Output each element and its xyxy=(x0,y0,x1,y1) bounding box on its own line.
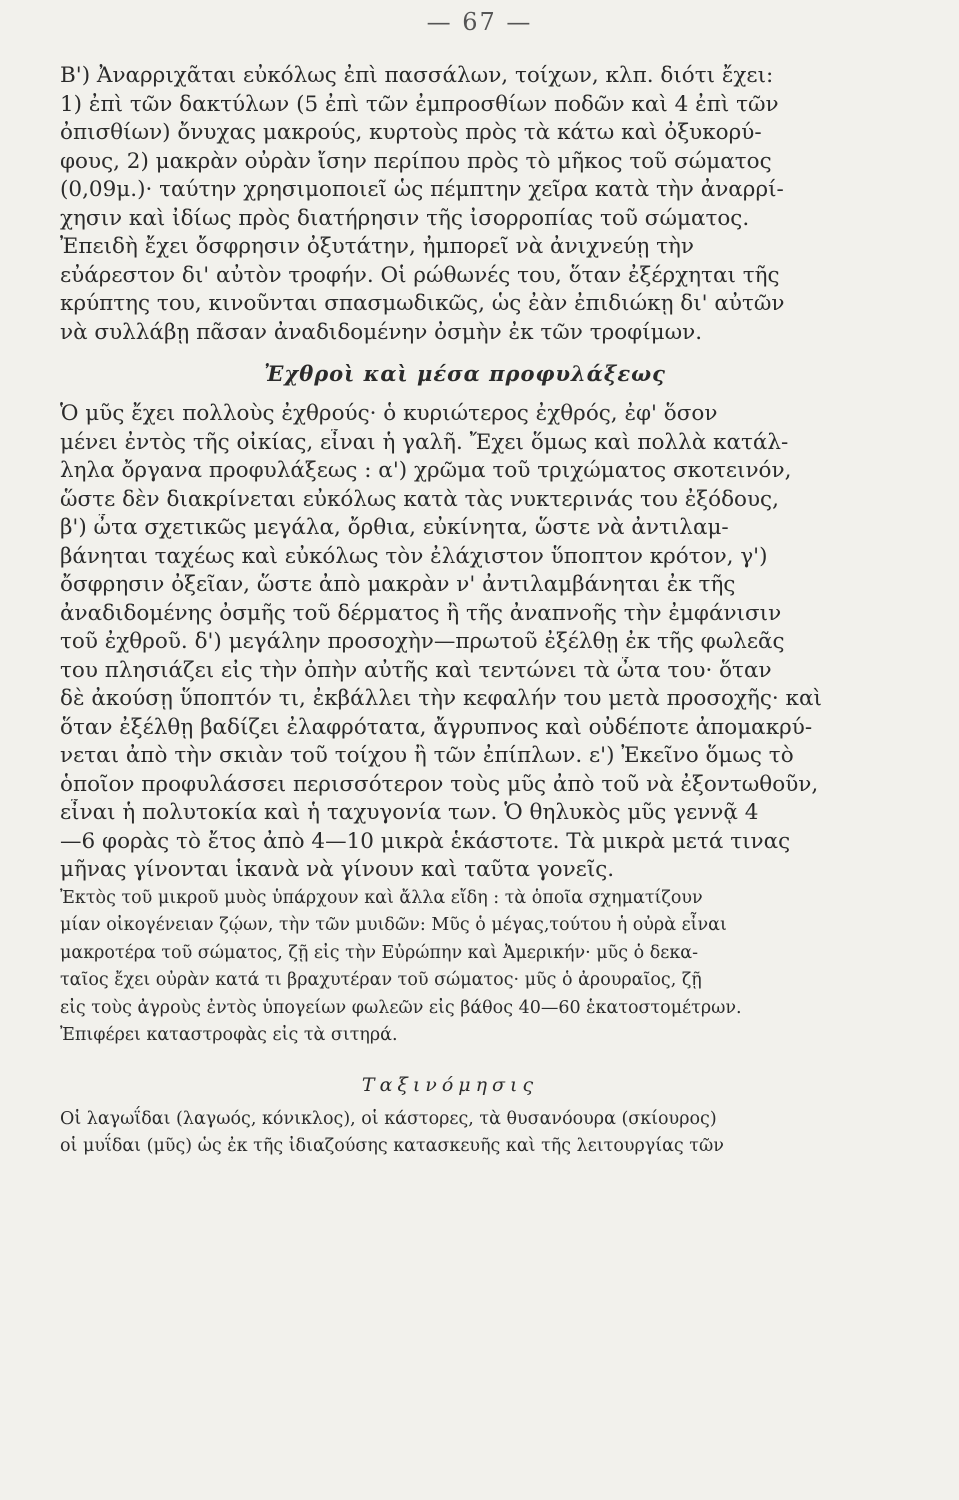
text-line: εὐάρεστον δι' αὐτὸν τροφήν. Οἱ ρώθωνές του, ὅταν ἐξέρχηται τῆς xyxy=(60,262,780,288)
text-line: 1) ἐπὶ τῶν δακτύλων (5 ἐπὶ τῶν ἐμπροσθίων ποδῶν καὶ 4 ἐπὶ τῶν xyxy=(60,91,779,117)
text-line: βάνηται ταχέως καὶ εὐκόλως τὸν ἐλάχιστον ὕποπτον κρότον, γ') xyxy=(60,543,768,569)
text-line: Ὁ μῦς ἔχει πολλοὺς ἐχθρούς· ὁ κυριώτερος ἐχθρός, ἐφ' ὅσον xyxy=(60,401,718,426)
text-line: Ἐπειδὴ ἔχει ὄσφρησιν ὀξυτάτην, ἠμπορεῖ νὰ ἀνιχνεύῃ τὴν xyxy=(60,234,694,259)
text-line: δὲ ἀκούσῃ ὕποπτόν τι, ἐκβάλλει τὴν κεφαλήν του μετὰ προσοχῆς· καὶ xyxy=(60,686,822,711)
note-line: μίαν οἰκογένειαν ζῴων, τὴν τῶν μυιδῶν: Μῦς ὁ μέγας,τούτου ἡ οὐρὰ εἶναι xyxy=(60,915,727,935)
text-line: ληλα ὄργανα προφυλάξεως : α') χρῶμα τοῦ τριχώματος σκοτεινόν, xyxy=(60,458,792,483)
text-line: κρύπτης του, κινοῦνται σπασμωδικῶς, ὡς ἐὰν ἐπιδιώκῃ δι' αὐτῶν xyxy=(60,291,785,316)
text-line: β') ὦτα σχετικῶς μεγάλα, ὄρθια, εὐκίνητα, ὥστε νὰ ἀντιλαμ- xyxy=(60,515,729,540)
text-line: (0,09μ.)· ταύτην χρησιμοποιεῖ ὡς πέμπτην χεῖρα κατὰ τὴν ἀναρρί- xyxy=(60,177,784,202)
text-line: νὰ συλλάβῃ πᾶσαν ἀναδιδομένην ὀσμὴν ἐκ τῶν τροφίμων. xyxy=(60,319,703,345)
text-line: ὅταν ἐξέλθῃ βαδίζει ἐλαφρότατα, ἄγρυπνος καὶ οὐδέποτε ἀπομακρύ- xyxy=(60,714,813,740)
text-line: χησιν καὶ ἰδίως πρὸς διατήρησιν τῆς ἰσορροπίας τοῦ σώματος. xyxy=(60,205,750,231)
text-line: Β') Ἀναρριχᾶται εὐκόλως ἐπὶ πασσάλων, τοίχων, κλπ. διότι ἔχει: xyxy=(60,63,774,88)
text-line: ὥστε δὲν διακρίνεται εὐκόλως κατὰ τὰς νυκτερινάς του ἐξόδους, xyxy=(60,486,779,512)
text-line: —6 φορὰς τὸ ἔτος ἀπὸ 4—10 μικρὰ ἑκάστοτε. Τὰ μικρὰ μετά τινας xyxy=(60,828,791,854)
note-line: μακροτέρα τοῦ σώματος, ζῇ εἰς τὴν Εὐρώπην καὶ Ἀμερικήν· μῦς ὁ δεκα- xyxy=(60,942,699,963)
text-line: εἶναι ἡ πολυτοκία καὶ ἡ ταχυγονία των. Ὁ θηλυκὸς μῦς γεννᾷ 4 xyxy=(60,800,759,825)
text-line: ὀπισθίων) ὄνυχας μακρούς, κυρτοὺς πρὸς τὰ κάτω καὶ ὀξυκορύ- xyxy=(60,120,762,145)
page-number: — 67 — xyxy=(426,8,533,36)
page-body xyxy=(0,62,900,1161)
text-line: ὁποῖον προφυλάσσει περισσότερον τοὺς μῦς ἀπὸ τοῦ νὰ ἐξοντωθοῦν, xyxy=(60,771,819,797)
text-line: τοῦ ἐχθροῦ. δ') μεγάλην προσοχὴν—πρωτοῦ ἐξέλθῃ ἐκ τῆς φωλεᾶς xyxy=(60,629,785,654)
text-line: ἀναδιδομένης ὀσμῆς τοῦ δέρματος ἢ τῆς ἀναπνοῆς τὴν ἐμφάνισιν xyxy=(60,600,782,626)
section-heading: Ταξινόμησις xyxy=(361,1073,539,1096)
text-line: του πλησιάζει εἰς τὴν ὀπὴν αὐτῆς καὶ τεντώνει τὰ ὦτα του· ὅταν xyxy=(60,657,772,683)
section-heading: Ἐχθροὶ καὶ μέσα προφυλάξεως xyxy=(264,361,666,386)
text-line: ὄσφρησιν ὀξεῖαν, ὥστε ἀπὸ μακρὰν ν' ἀντιλαμβάνηται ἐκ τῆς xyxy=(60,572,736,597)
note-line: εἰς τοὺς ἀγροὺς ἐντὸς ὑπογείων φωλεῶν εἰς βάθος 40—60 ἑκατοστομέτρων. xyxy=(60,997,742,1018)
text-line: οἱ μυΐδαι (μῦς) ὡς ἐκ τῆς ἰδιαζούσης κατασκευῆς καὶ τῆς λειτουργίας τῶν xyxy=(60,1136,724,1156)
text-line: νεται ἀπὸ τὴν σκιὰν τοῦ τοίχου ἢ τῶν ἐπίπλων. ε') Ἐκεῖνο ὅμως τὸ xyxy=(60,743,794,768)
note-line: Ἐπιφέρει καταστροφὰς εἰς τὰ σιτηρά. xyxy=(60,1025,398,1045)
text-line: μένει ἐντὸς τῆς οἰκίας, εἶναι ἡ γαλῆ. Ἔχει ὅμως καὶ πολλὰ κατάλ- xyxy=(60,429,789,455)
note-line: Ἐκτὸς τοῦ μικροῦ μυὸς ὑπάρχουν καὶ ἄλλα εἴδη : τὰ ὁποῖα σχηματίζουν xyxy=(60,887,703,908)
text-line: Οἱ λαγωΐδαι (λαγωός, κόνικλος), οἱ κάστορες, τὰ θυσανόουρα (σκίουρος) xyxy=(60,1108,717,1129)
text-line: φους, 2) μακρὰν οὐρὰν ἴσην περίπου πρὸς τὸ μῆκος τοῦ σώματος xyxy=(60,148,772,174)
note-line: ταῖος ἔχει οὐρὰν κατά τι βραχυτέραν τοῦ σώματος· μῦς ὁ ἀρουραῖος, ζῇ xyxy=(60,970,702,990)
text-line: μῆνας γίνονται ἱκανὰ νὰ γίνουν καὶ ταῦτα γονεῖς. xyxy=(60,857,615,882)
